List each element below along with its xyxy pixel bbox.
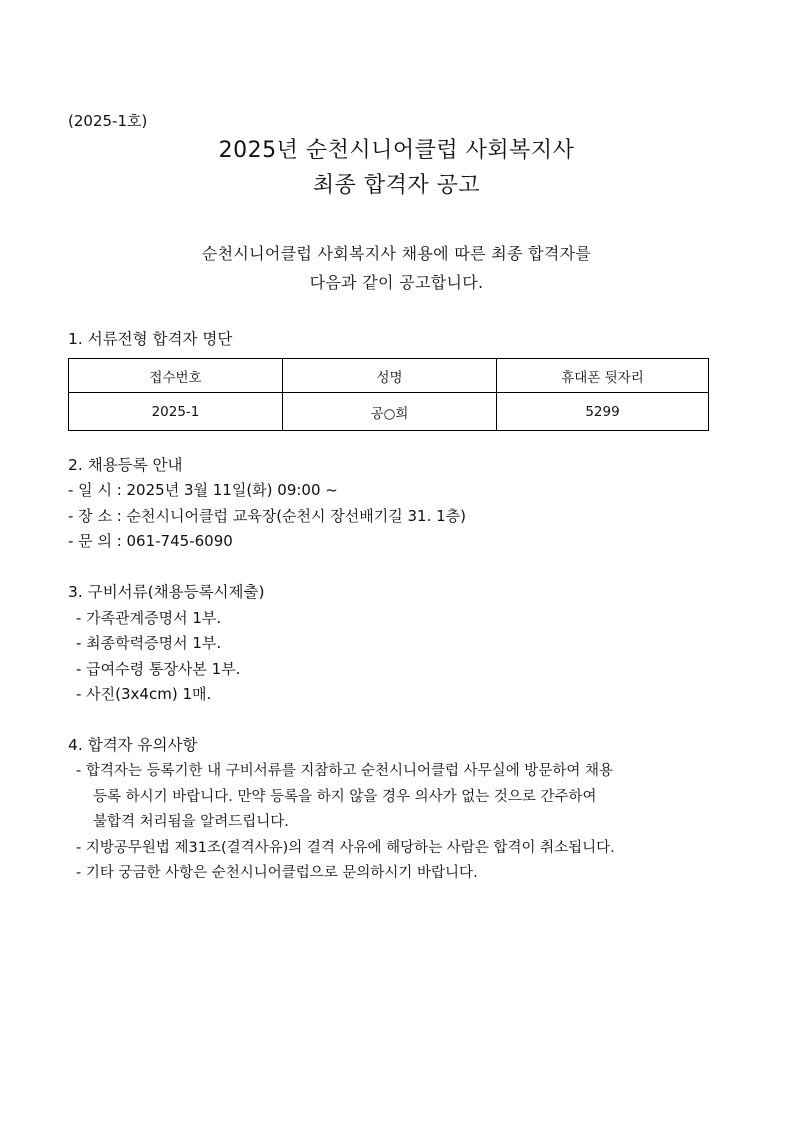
- list-item-continuation: 불합격 처리됨을 알려드립니다.: [93, 814, 289, 830]
- cell-phone-last-digits: 5299: [497, 393, 709, 431]
- section-3-heading: 3. 구비서류(채용등록시제출): [68, 583, 265, 601]
- schedule-contact: - 문 의 : 061-745-6090: [68, 532, 233, 550]
- section-1-heading: 1. 서류전형 합격자 명단: [68, 330, 233, 348]
- list-item: - 사진(3x4cm) 1매.: [76, 685, 212, 703]
- column-header-phone-last-digits: 휴대폰 뒷자리: [497, 359, 709, 393]
- list-item: - 합격자는 등록기한 내 구비서류를 지참하고 순천시니어클럽 사무실에 방문하여 채용: [76, 763, 613, 779]
- notice-number: (2025-1호): [68, 112, 148, 130]
- list-item: - 기타 궁금한 사항은 순천시니어클럽으로 문의하시기 바랍니다.: [76, 865, 478, 881]
- column-header-application-number: 접수번호: [69, 359, 283, 393]
- list-item: - 급여수령 통장사본 1부.: [76, 660, 241, 678]
- cell-application-number: 2025-1: [69, 393, 283, 431]
- list-item: - 최종학력증명서 1부.: [76, 634, 222, 652]
- list-item: - 가족관계증명서 1부.: [76, 609, 222, 627]
- intro-line-2: 다음과 같이 공고합니다.: [309, 273, 484, 292]
- page-title-line-1: 2025년 순천시니어클럽 사회복지사: [218, 138, 575, 163]
- column-header-name: 성명: [283, 359, 497, 393]
- list-item: - 지방공무원법 제31조(결격사유)의 결격 사유에 해당하는 사람은 합격이 취소됩니다.: [76, 840, 615, 856]
- section-4-heading: 4. 합격자 유의사항: [68, 736, 198, 754]
- schedule-location: - 장 소 : 순천시니어클럽 교육장(순천시 장선배기길 31. 1층): [68, 507, 467, 525]
- page-title-line-2: 최종 합격자 공고: [312, 173, 481, 198]
- cell-name: 공○희: [283, 393, 497, 431]
- roster-table: [68, 358, 709, 431]
- list-item-continuation: 등록 하시기 바랍니다. 만약 등록을 하지 않을 경우 의사가 없는 것으로 간주하여: [93, 789, 597, 805]
- section-2-heading: 2. 채용등록 안내: [68, 456, 183, 474]
- schedule-date: - 일 시 : 2025년 3월 11일(화) 09:00 ~: [68, 481, 338, 499]
- table-row: [69, 393, 709, 431]
- table-header-row: [69, 359, 709, 393]
- intro-line-1: 순천시니어클럽 사회복지사 채용에 따른 최종 합격자를: [201, 244, 592, 263]
